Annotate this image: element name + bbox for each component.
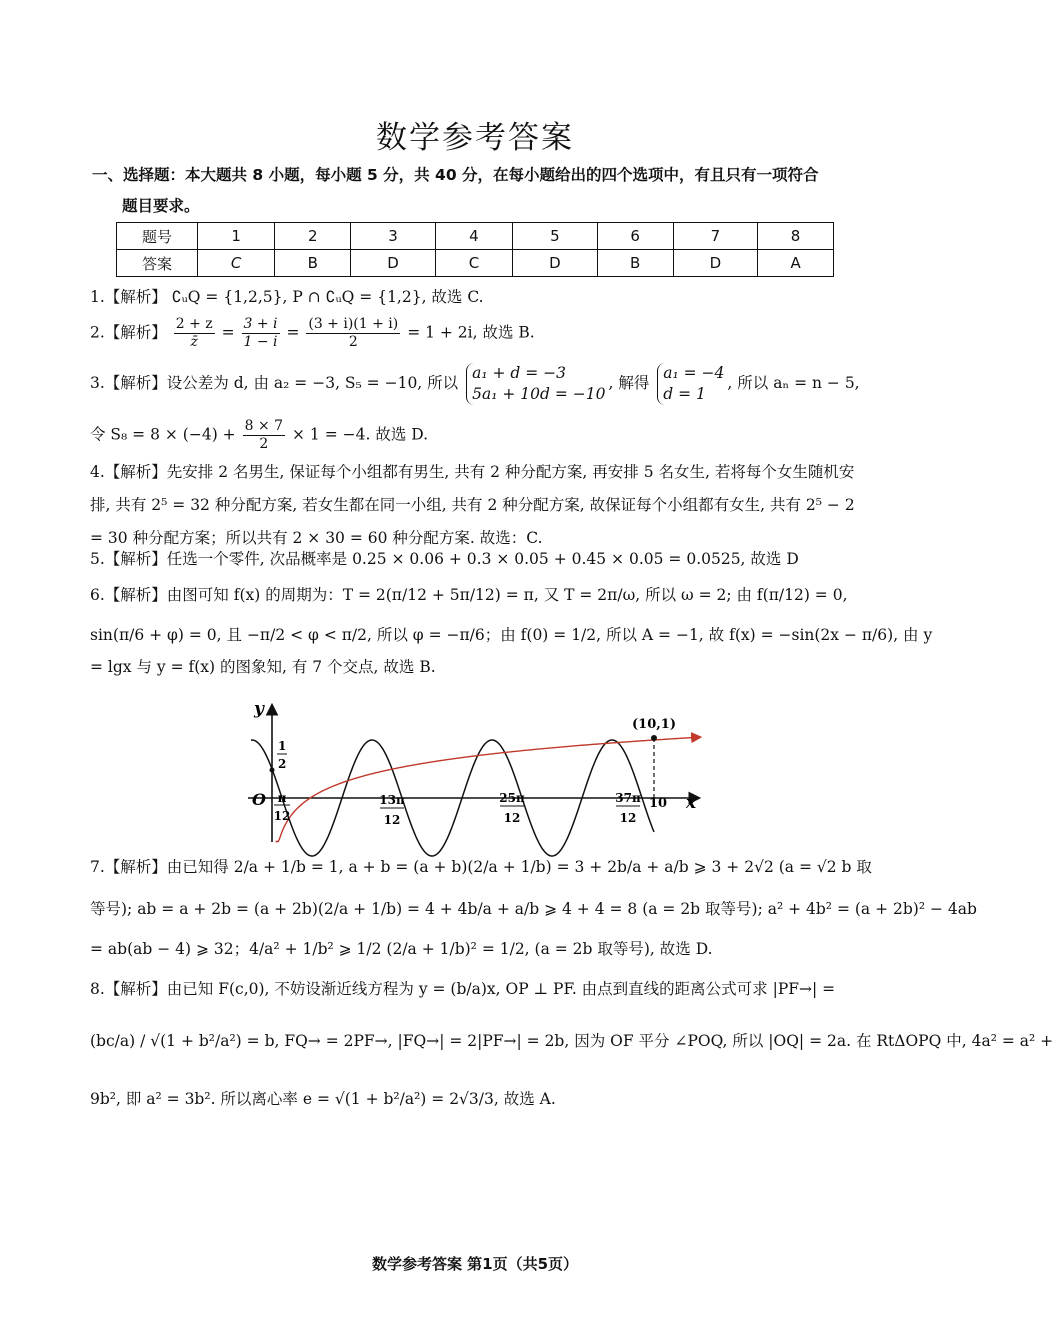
y-axis-label: y <box>254 699 264 719</box>
solution-text: 令 S₈ = 8 × (−4) + <box>90 425 236 444</box>
section-heading-line2: 题目要求。 <box>122 197 200 215</box>
answer-cell: B <box>597 250 673 277</box>
solution-7-line3: = ab(ab − 4) ⩾ 32；4/a² + 1/b² ⩾ 1/2 (2/a + 1/b)² = 1/2, (a = 2b 取等号), 故选 D. <box>90 940 713 958</box>
question-number-cell: 6 <box>597 223 673 250</box>
fraction: $\frac{2 + z}{z̄}$ <box>175 316 213 350</box>
question-number-cell: 4 <box>435 223 512 250</box>
solution-text: , 所以 aₙ = n − 5, <box>727 374 860 392</box>
log-curve <box>275 737 699 841</box>
tick-pi-12-num: π <box>277 791 287 805</box>
solution-8-line1: 8.【解析】由已知 F(c,0), 不妨设渐近线方程为 y = (b/a)x, OP ⊥ PF. 由点到直线的距离公式可求 |PF→| = <box>90 980 836 998</box>
solution-8-line3: 9b², 即 a² = 3b². 所以离心率 e = √(1 + b²/a²) = 2√3/3, 故选 A. <box>90 1090 556 1108</box>
question-number-cell: 2 <box>275 223 351 250</box>
tick-25pi-12-num: 25π <box>499 791 525 805</box>
question-number-cell: 3 <box>351 223 436 250</box>
solution-text: = 1 + 2i, 故选 B. <box>407 323 535 342</box>
solution-text: ∁ᵤQ = {1,2,5}, P ∩ ∁ᵤQ = {1,2}, 故选 C. <box>171 288 484 306</box>
solution-6-line3: = lgx 与 y = f(x) 的图象知, 有 7 个交点, 故选 B. <box>90 658 436 676</box>
answer-table-answer-row <box>117 250 834 277</box>
x-axis-label: x <box>686 793 697 813</box>
solution-2: 2.【解析】 $\frac{2 + z}{z̄}$ = $\frac{3 + i}{1 - i}$ = $\frac{(3 + i)(1 + i)}{2}$ = 1 + 2i, 故选 B. <box>90 316 535 350</box>
answer-table-row2-label: 答案 <box>117 250 198 277</box>
point-half <box>270 768 275 773</box>
answer-cell: C <box>435 250 512 277</box>
question-number-cell: 7 <box>673 223 758 250</box>
answer-table <box>116 222 834 277</box>
answer-cell: B <box>275 250 351 277</box>
solution-text: , 解得 <box>608 374 650 392</box>
solution-4: 4.【解析】先安排 2 名男生, 保证每个小组都有男生, 共有 2 种分配方案, 再安排 5 名女生, 若将每个女生随机安排, 共有 2⁵ = 32 种分配方案, 若女生都在同一小组, 共有 2 种分配方案, 故保证每个小组都有女生, 共有 2⁵ − 2 = 30 种分配方案；所以共有 2 × 30 = 60 种分配方案. 故选：C. <box>90 463 855 547</box>
solution-text: × 1 = −4. 故选 D. <box>292 425 429 444</box>
half-label: 1 <box>278 739 287 753</box>
tick-25pi-12-den: 12 <box>503 811 521 825</box>
question-number-cell: 5 <box>513 223 598 250</box>
function-graph <box>240 692 710 852</box>
solution-1 <box>90 282 860 312</box>
solution-7-line2: 等号); ab = a + 2b = (a + 2b)(2/a + 1/b) = 4 + 4b/a + a/b ⩾ 4 + 4 = 8 (a = 2b 取等号); a² + 4b² = (a + 2b)² − 4ab <box>90 900 977 918</box>
solution-8-line2: (bc/a) / √(1 + b²/a²) = b, FQ→ = 2PF→, |FQ→| = 2|PF→| = 2b, 因为 OF 平分 ∠POQ, 所以 |OQ| = 2a. 在 RtΔOPQ 中, 4a² = a² + <box>90 1032 1053 1050</box>
answer-cell: A <box>758 250 834 277</box>
answer-table-number-row <box>117 223 834 250</box>
fraction: $\frac{(3 + i)(1 + i)}{2}$ <box>308 316 399 350</box>
fraction: $\frac{8 \times 7}{2}$ <box>244 418 284 452</box>
half-label-den: 2 <box>278 757 287 771</box>
answer-cell: D <box>673 250 758 277</box>
origin-label: O <box>252 790 266 809</box>
tick-pi-12-den: 12 <box>273 809 291 823</box>
page-title: 数学参考答案 <box>376 120 574 156</box>
solution-head: 3.【解析】 <box>90 374 167 392</box>
solution-head: 2.【解析】 <box>90 323 167 342</box>
point-label: (10,1) <box>632 717 676 732</box>
section-heading <box>92 160 862 222</box>
fraction: $\frac{3 + i}{1 - i}$ <box>243 316 278 350</box>
point-10-1 <box>651 735 657 741</box>
solution-head: 1.【解析】 <box>90 288 167 306</box>
question-number-cell: 8 <box>758 223 834 250</box>
question-number-cell: 1 <box>198 223 275 250</box>
equation-system: a₁ = −4 d = 1 <box>657 363 724 405</box>
solution-5: 5.【解析】任选一个零件, 次品概率是 0.25 × 0.06 + 0.3 × 0.05 + 0.45 × 0.05 = 0.0525, 故选 D <box>90 550 799 568</box>
equation-system: a₁ + d = −3 5a₁ + 10d = −10 <box>466 363 605 405</box>
answer-cell: C <box>198 250 275 277</box>
answer-cell: D <box>351 250 436 277</box>
solution-3 <box>90 363 860 405</box>
tick-10: 10 <box>648 796 668 811</box>
tick-13pi-12-num: 13π <box>379 793 405 807</box>
solution-text: 设公差为 d, 由 a₂ = −3, S₅ = −10, 所以 <box>166 374 459 392</box>
solution-3-line2 <box>90 418 860 453</box>
page-footer: 数学参考答案 第1页（共5页） <box>371 1255 579 1273</box>
tick-37pi-12-den: 12 <box>619 811 637 825</box>
solution-7-line1: 7.【解析】由已知得 2/a + 1/b = 1, a + b = (a + b)(2/a + 1/b) = 3 + 2b/a + a/b ⩾ 3 + 2√2 (a = √2 b 取 <box>90 858 872 876</box>
solution-6-line1: 6.【解析】由图可知 f(x) 的周期为：T = 2(π/12 + 5π/12) = π, 又 T = 2π/ω, 所以 ω = 2; 由 f(π/12) = 0, <box>90 586 848 604</box>
answer-table-row1-label: 题号 <box>117 223 198 250</box>
tick-37pi-12-num: 37π <box>615 791 641 805</box>
answer-cell: D <box>513 250 598 277</box>
solution-6-line2: sin(π/6 + φ) = 0, 且 −π/2 < φ < π/2, 所以 φ = −π/6；由 f(0) = 1/2, 所以 A = −1, 故 f(x) = −sin(2x − π/6), 由 y <box>90 626 933 644</box>
tick-13pi-12-den: 12 <box>383 813 401 827</box>
section-heading-line1: 一、选择题：本大题共 8 小题，每小题 5 分，共 40 分，在每小题给出的四个选项中，有且只有一项符合 <box>92 166 819 184</box>
